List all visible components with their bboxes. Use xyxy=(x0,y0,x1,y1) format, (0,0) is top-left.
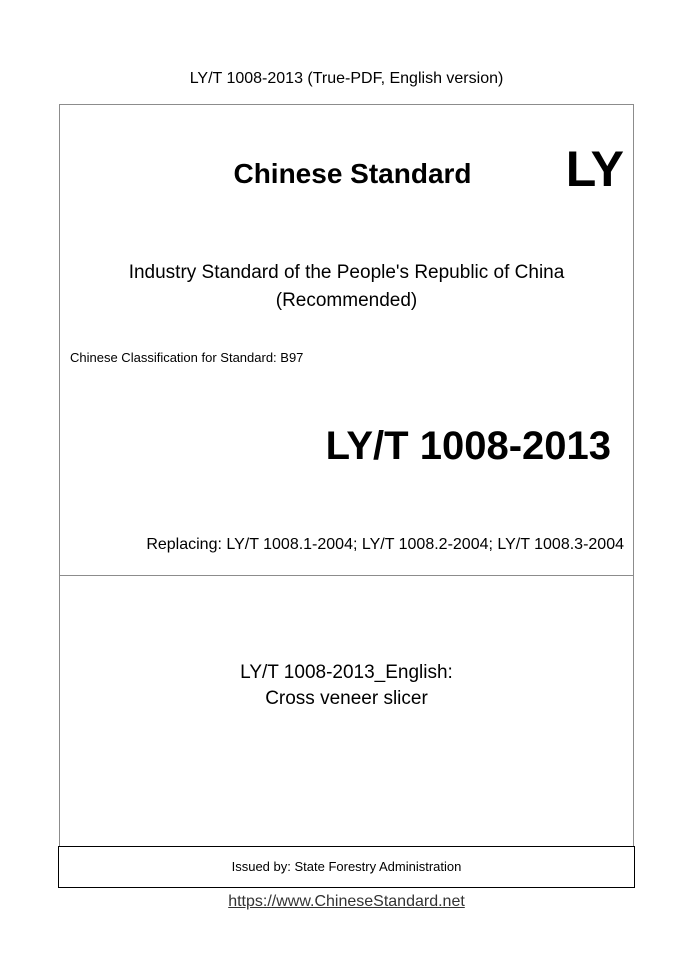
document-title-line-1: LY/T 1008-2013_English: xyxy=(240,662,453,683)
document-title xyxy=(0,660,693,712)
issuer-box: Issued by: State Forestry Administration xyxy=(58,846,635,888)
document-title-line-2: Cross veneer slicer xyxy=(265,688,428,709)
classification-text: Chinese Classification for Standard: B97 xyxy=(70,350,304,365)
standard-number: LY/T 1008-2013 xyxy=(325,424,611,468)
ly-logo: LY xyxy=(565,141,623,197)
subtitle-line-2: (Recommended) xyxy=(275,290,418,311)
standard-subtitle xyxy=(0,259,693,315)
subtitle-line-1: Industry Standard of the People's Republic of China xyxy=(128,262,565,283)
replacing-text: Replacing: LY/T 1008.1-2004; LY/T 1008.2-2004; LY/T 1008.3-2004 xyxy=(146,536,624,553)
standard-type-title: Chinese Standard xyxy=(233,158,472,189)
page-header: LY/T 1008-2013 (True-PDF, English version) xyxy=(189,70,504,87)
website-link[interactable]: https://www.ChineseStandard.net xyxy=(228,893,465,910)
